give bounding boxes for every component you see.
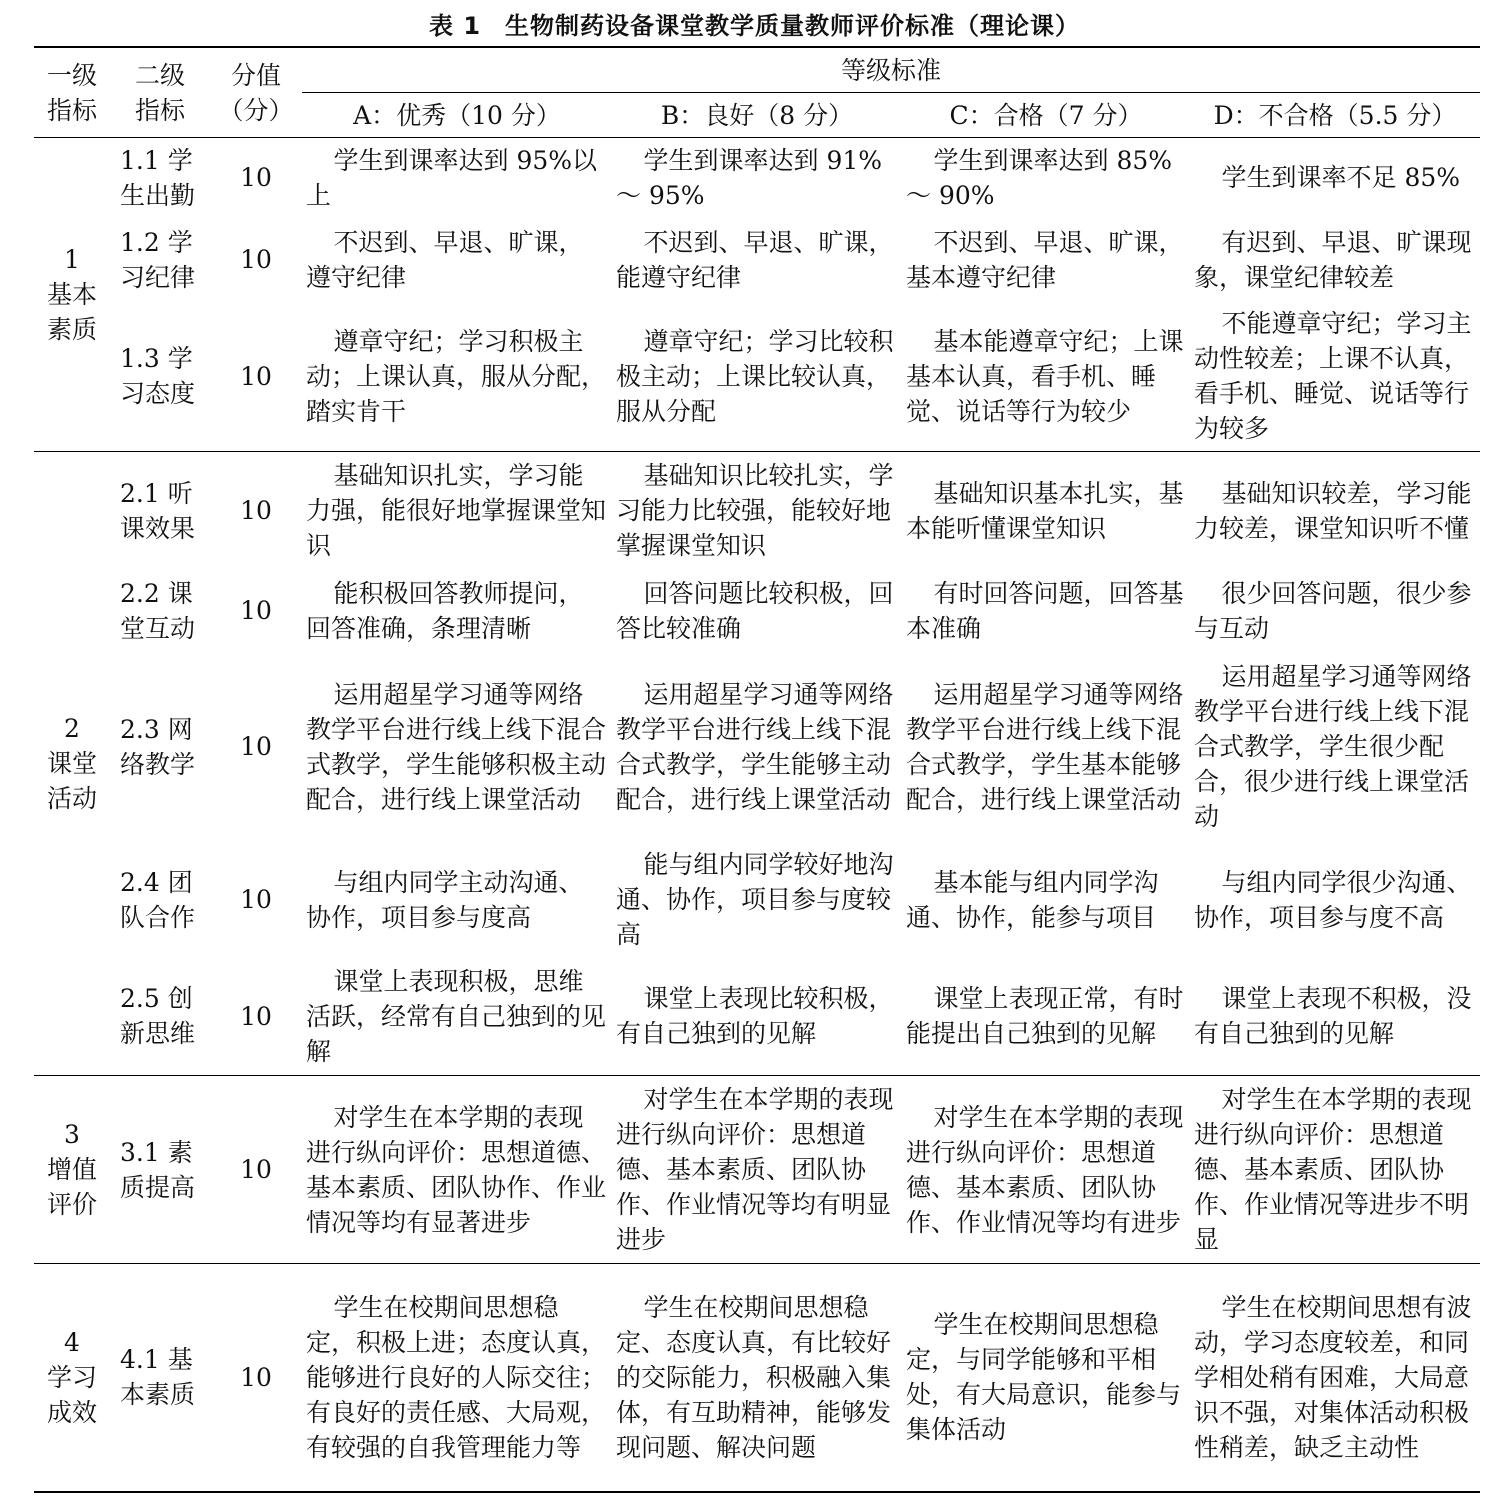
grade-c-cell: 有时回答问题，回答基本准确	[906, 578, 1184, 643]
score-cell: 10	[210, 1076, 302, 1264]
grade-a-cell: 能积极回答教师提问，回答准确，条理清晰	[306, 578, 584, 643]
grade-d-cell: 学生到课率不足 85%	[1190, 138, 1480, 218]
table-row	[34, 138, 1480, 218]
table-caption	[0, 6, 1509, 41]
indicator-cell: 2.1 听 课效果	[110, 452, 210, 570]
score-cell: 10	[240, 596, 272, 625]
grade-b-cell: 基础知识比较扎实，学习能力比较强，能较好地掌握课堂知识	[612, 452, 902, 570]
grade-c-cell: 运用超星学习通等网络教学平台进行线上线下混合式教学，学生基本能够配合，进行线上课堂活动	[906, 679, 1184, 814]
group-cell: 2 课堂 活动	[34, 452, 110, 1076]
table-row	[34, 218, 1480, 302]
grade-c-cell: 不迟到、早退、旷课，基本遵守纪律	[906, 227, 1184, 292]
header-grade-c: C：合格（7 分）	[902, 93, 1190, 138]
grade-d-cell: 与组内同学很少沟通、协作，项目参与度不高	[1194, 867, 1472, 932]
grade-b-cell: 对学生在本学期的表现进行纵向评价：思想道德、基本素质、团队协作、作业情况等均有明显进步	[612, 1076, 902, 1264]
table-row	[34, 652, 1480, 842]
grade-b-cell: 学生在校期间思想稳定、态度认真，有比较好的交际能力，积极融入集体，有互助精神，能够发现问题、解决问题	[612, 1264, 902, 1492]
indicator-cell: 1.2 学 习纪律	[120, 227, 196, 292]
grade-d-cell: 运用超星学习通等网络教学平台进行线上线下混合式教学，学生很少配合，很少进行线上课堂活动	[1194, 662, 1472, 831]
score-cell: 10	[240, 732, 272, 761]
group-cell: 4 学习 成效	[34, 1264, 110, 1492]
group-cell: 3 增值 评价	[34, 1076, 110, 1264]
grade-d-cell: 不能遵章守纪；学习主动性较差；上课不认真，看手机、睡觉、说话等行为较多	[1194, 309, 1472, 444]
grade-c-cell: 基本能遵章守纪；上课基本认真，看手机、睡觉、说话等行为较少	[906, 326, 1184, 426]
indicator-cell: 2.2 课 堂互动	[120, 578, 196, 643]
grade-c-cell: 基础知识基本扎实，基本能听懂课堂知识	[902, 452, 1190, 570]
grade-b-cell: 运用超星学习通等网络教学平台进行线上线下混合式教学，学生能够主动配合，进行线上课堂活动	[616, 679, 894, 814]
table-title: 生物制药设备课堂教学质量教师评价标准（理论课）	[505, 12, 1081, 40]
score-cell: 10	[210, 452, 302, 570]
score-cell: 10	[240, 245, 272, 274]
indicator-cell: 1.3 学 习态度	[120, 344, 196, 409]
grade-a-cell: 课堂上表现积极，思维活跃，经常有自己独到的见解	[306, 966, 607, 1066]
grade-c-cell: 学生到课率达到 85% ～ 90%	[902, 138, 1190, 218]
header-grade-b: B：良好（8 分）	[612, 93, 902, 138]
table-row	[34, 452, 1480, 570]
score-cell: 10	[240, 1001, 272, 1031]
table-row	[34, 1264, 1480, 1492]
grade-b-cell: 回答问题比较积极，回答比较准确	[616, 578, 894, 643]
header-grade-a: A：优秀（10 分）	[302, 93, 612, 138]
indicator-cell: 2.4 团 队合作	[120, 867, 196, 932]
grade-d-cell: 基础知识较差，学习能力较差，课堂知识听不懂	[1190, 452, 1480, 570]
indicator-cell: 4.1 基 本素质	[110, 1264, 210, 1492]
grade-b-cell: 遵章守纪；学习比较积极主动；上课比较认真，服从分配	[616, 326, 894, 426]
grade-d-cell: 很少回答问题，很少参与互动	[1194, 578, 1472, 643]
grade-b-cell: 课堂上表现比较积极，有自己独到的见解	[616, 984, 894, 1049]
grade-d-cell: 课堂上表现不积极，没有自己独到的见解	[1194, 984, 1472, 1049]
evaluation-table	[34, 46, 1480, 1493]
header-level1: 一级 指标	[34, 47, 110, 138]
score-cell: 10	[210, 1264, 302, 1492]
table-row	[34, 842, 1480, 958]
table-row	[34, 958, 1480, 1076]
table-row	[34, 570, 1480, 652]
score-cell: 10	[240, 361, 272, 391]
grade-c-cell: 基本能与组内同学沟通、协作，能参与项目	[906, 867, 1159, 932]
grade-c-cell: 学生在校期间思想稳定，与同学能够和平相处，有大局意识，能参与集体活动	[902, 1264, 1190, 1492]
header-grade-group: 等级标准	[302, 47, 1480, 93]
grade-a-cell: 遵章守纪；学习积极主动；上课认真，服从分配，踏实肯干	[306, 326, 607, 426]
grade-d-cell: 对学生在本学期的表现进行纵向评价：思想道德、基本素质、团队协作、作业情况等进步不明显	[1190, 1076, 1480, 1264]
table-row	[34, 1076, 1480, 1264]
grade-c-cell: 课堂上表现正常，有时能提出自己独到的见解	[906, 984, 1184, 1049]
table-number: 表 1	[428, 12, 482, 40]
header-score: 分值 （分）	[210, 47, 302, 138]
grade-b-cell: 学生到课率达到 91% ～ 95%	[612, 138, 902, 218]
indicator-cell: 3.1 素 质提高	[110, 1076, 210, 1264]
grade-a-cell: 学生到课率达到 95%以上	[302, 138, 612, 218]
grade-b-cell: 不迟到、早退、旷课，能遵守纪律	[616, 227, 894, 292]
score-cell: 10	[240, 885, 272, 914]
grade-a-cell: 基础知识扎实，学习能力强，能很好地掌握课堂知识	[302, 452, 612, 570]
table-row	[34, 302, 1480, 452]
grade-a-cell: 对学生在本学期的表现进行纵向评价：思想道德、基本素质、团队协作、作业情况等均有显著进步	[302, 1076, 612, 1264]
grade-a-cell: 运用超星学习通等网络教学平台进行线上线下混合式教学，学生能够积极主动配合，进行线上课堂活动	[306, 679, 607, 814]
indicator-cell: 1.1 学 生出勤	[110, 138, 210, 218]
header-level2: 二级 指标	[110, 47, 210, 138]
header-grade-d: D：不合格（5.5 分）	[1190, 93, 1480, 138]
grade-c-cell: 对学生在本学期的表现进行纵向评价：思想道德、基本素质、团队协作、作业情况等均有进步	[902, 1076, 1190, 1264]
grade-a-cell: 不迟到、早退、旷课，遵守纪律	[306, 227, 584, 292]
indicator-cell: 2.5 创 新思维	[120, 984, 196, 1049]
score-cell: 10	[210, 138, 302, 218]
grade-a-cell: 学生在校期间思想稳定，积极上进；态度认真，能够进行良好的人际交往；有良好的责任感、大局观，有较强的自我管理能力等	[302, 1264, 612, 1492]
grade-d-cell: 有迟到、早退、旷课现象，课堂纪律较差	[1194, 227, 1472, 292]
indicator-cell: 2.3 网 络教学	[120, 714, 196, 779]
grade-a-cell: 与组内同学主动沟通、协作，项目参与度高	[306, 867, 584, 932]
grade-d-cell: 学生在校期间思想有波动，学习态度较差，和同学相处稍有困难，大局意识不强，对集体活动积极性稍差，缺乏主动性	[1190, 1264, 1480, 1492]
grade-b-cell: 能与组内同学较好地沟通、协作，项目参与度较高	[616, 850, 894, 949]
group-cell: 1 基本 素质	[34, 138, 110, 452]
